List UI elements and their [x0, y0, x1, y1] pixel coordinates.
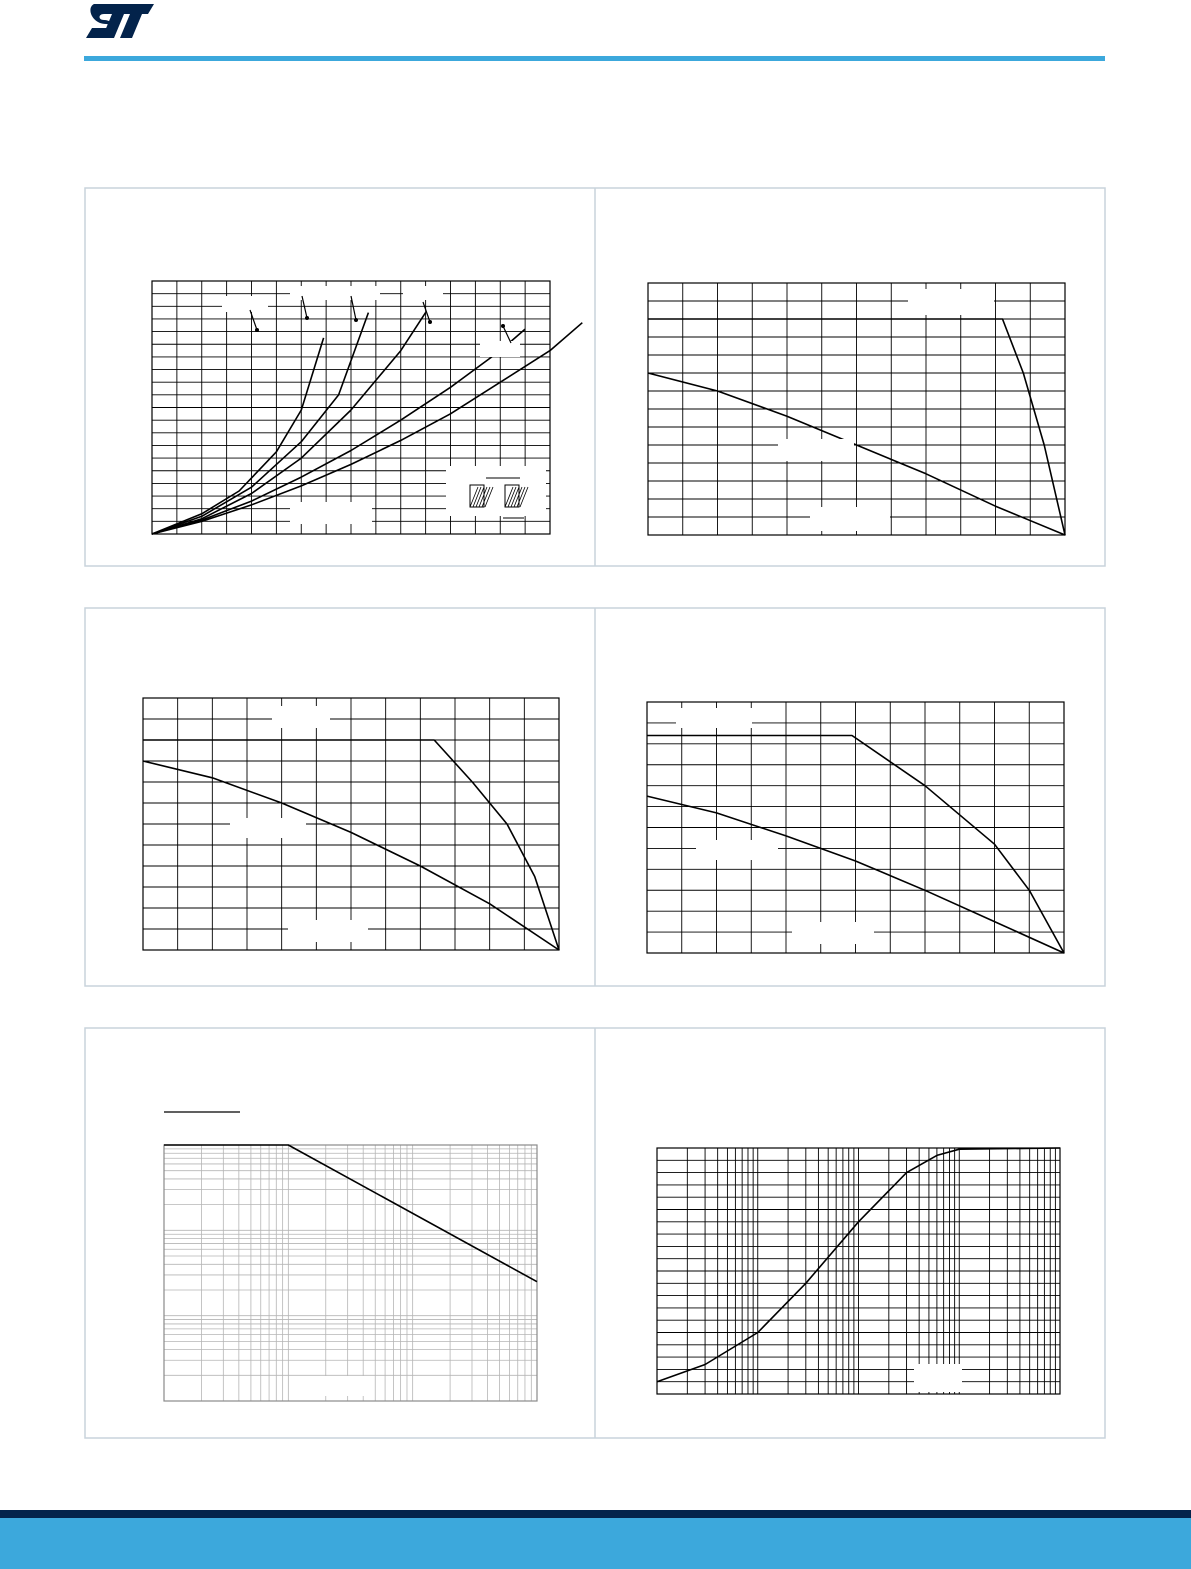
chart-5-series-1: [164, 1145, 537, 1282]
label-mask-6: [446, 466, 546, 516]
label-mask-9: [810, 507, 890, 531]
chart-5-grid: [164, 1145, 537, 1401]
chart-5-frame: [164, 1145, 537, 1401]
label-mask-4: [480, 341, 520, 357]
footer-band-dark: [0, 1510, 1191, 1518]
chart-2: [648, 283, 1065, 535]
chart-6: [657, 1148, 1060, 1394]
label-mask-13: [676, 708, 752, 728]
label-mask-7: [908, 289, 994, 315]
chart-1-series-3: [152, 313, 426, 534]
label-mask-15: [792, 922, 874, 944]
chart-4: [647, 702, 1064, 953]
pointer-arrow-head-4: [428, 320, 432, 324]
label-mask-12: [288, 920, 368, 942]
label-mask-5: [290, 502, 372, 524]
pointer-arrow-head-5: [501, 324, 505, 328]
label-mask-17: [914, 1364, 962, 1392]
figure-panels: [85, 188, 1105, 1438]
pointer-arrow-5: [503, 326, 511, 343]
footer-band-light: [0, 1518, 1191, 1569]
label-mask-11: [230, 818, 306, 838]
figure-charts: [143, 281, 1065, 1401]
label-mask-8: [778, 439, 854, 461]
pointer-arrow-head-2: [305, 316, 309, 320]
footer-band: [0, 1510, 1191, 1569]
pointer-arrow-head-3: [354, 318, 358, 322]
label-mask-16: [320, 1376, 372, 1396]
chart-4-grid: [647, 702, 1064, 953]
label-mask-2: [290, 286, 380, 300]
chart-3-grid: [143, 698, 559, 950]
chart-3: [143, 698, 559, 950]
label-mask-1: [222, 296, 268, 312]
label-mask-14: [696, 840, 778, 860]
label-mask-10: [272, 706, 330, 728]
chart-5: [164, 1145, 537, 1401]
pointer-arrow-head-1: [255, 328, 259, 332]
label-mask-3: [403, 286, 443, 300]
